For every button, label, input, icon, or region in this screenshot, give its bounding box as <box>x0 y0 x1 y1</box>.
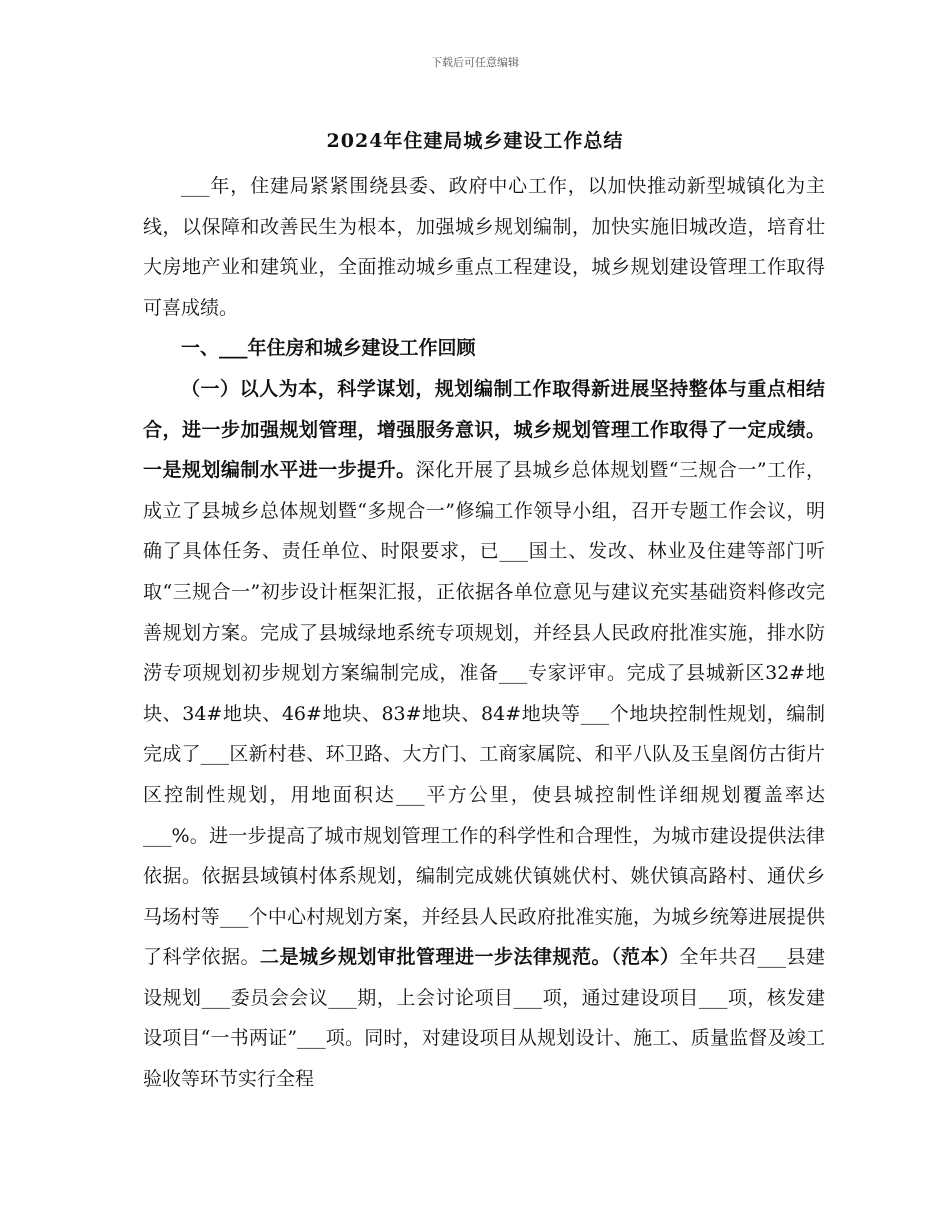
section-paragraph <box>143 369 825 1100</box>
paragraph-text: 深化开展了县城乡总体规划暨“三规合一”工作，成立了县城乡总体规划暨“多规合一”修编工作领导小组，召开专题工作会议，明确了具体任务、责任单位、时限要求，已___国土、发改、林业及住建等部门听取“三规合一”初步设计框架汇报，正依据各单位意见与建议充实基础资料修改完善规划方案。完成了县城绿地系统专项规划，并经县人民政府批准实施，排水防涝专项规划初步规划方案编制完成，准备___专家评审。完成了县城新区32#地块、34#地块、46#地块、83#地块、84#地块等___个地块控制性规划，编制完成了___区新村巷、环卫路、大方门、工商家属院、和平八队及玉皇阁仿古街片区控制性规划，用地面积达___平方公里，使县城控制性详细规划覆盖率达___%。进一步提高了城市规划管理工作的科学性和合理性，为城市建设提供法律依据。依据县域镇村体系规划，编制完成姚伏镇姚伏村、姚伏镇高路村、通伏乡马场村等___个中心村规划方案，并经县人民政府批准实施，为城乡统筹进展提供了科学依据。 <box>143 459 825 969</box>
page-header-note: 下载后可任意编辑 <box>431 56 519 69</box>
subsection-point: 二是城乡规划审批管理进一步法律规范。（范本） <box>260 946 680 969</box>
document-body <box>143 166 825 1100</box>
document-title: 2024年住建局城乡建设工作总结 <box>326 130 624 152</box>
paragraph-text-continued: 全年共召___县建设规划___委员会会议___期，上会讨论项目___项，通过建设项目___项，核发建设项目“一书两证”___项。同时，对建设项目从规划设计、施工、质量监督及竣工验收等环节实行全程 <box>143 946 825 1091</box>
section-heading: 一、___年住房和城乡建设工作回顾 <box>181 337 476 360</box>
subsection-heading: （一）以人为本，科学谋划，规划编制工作取得新进展坚持整体与重点相结合，进一步加强规划管理，增强服务意识，城乡规划管理工作取得了一定成绩。一是规划编制水平进一步提升。 <box>143 377 825 482</box>
intro-paragraph: ___年，住建局紧紧围绕县委、政府中心工作，以加快推动新型城镇化为主线，以保障和改善民生为根本，加强城乡规划编制，加快实施旧城改造，培育壮大房地产业和建筑业，全面推动城乡重点工程建设，城乡规划建设管理工作取得可喜成绩。 <box>143 175 825 319</box>
